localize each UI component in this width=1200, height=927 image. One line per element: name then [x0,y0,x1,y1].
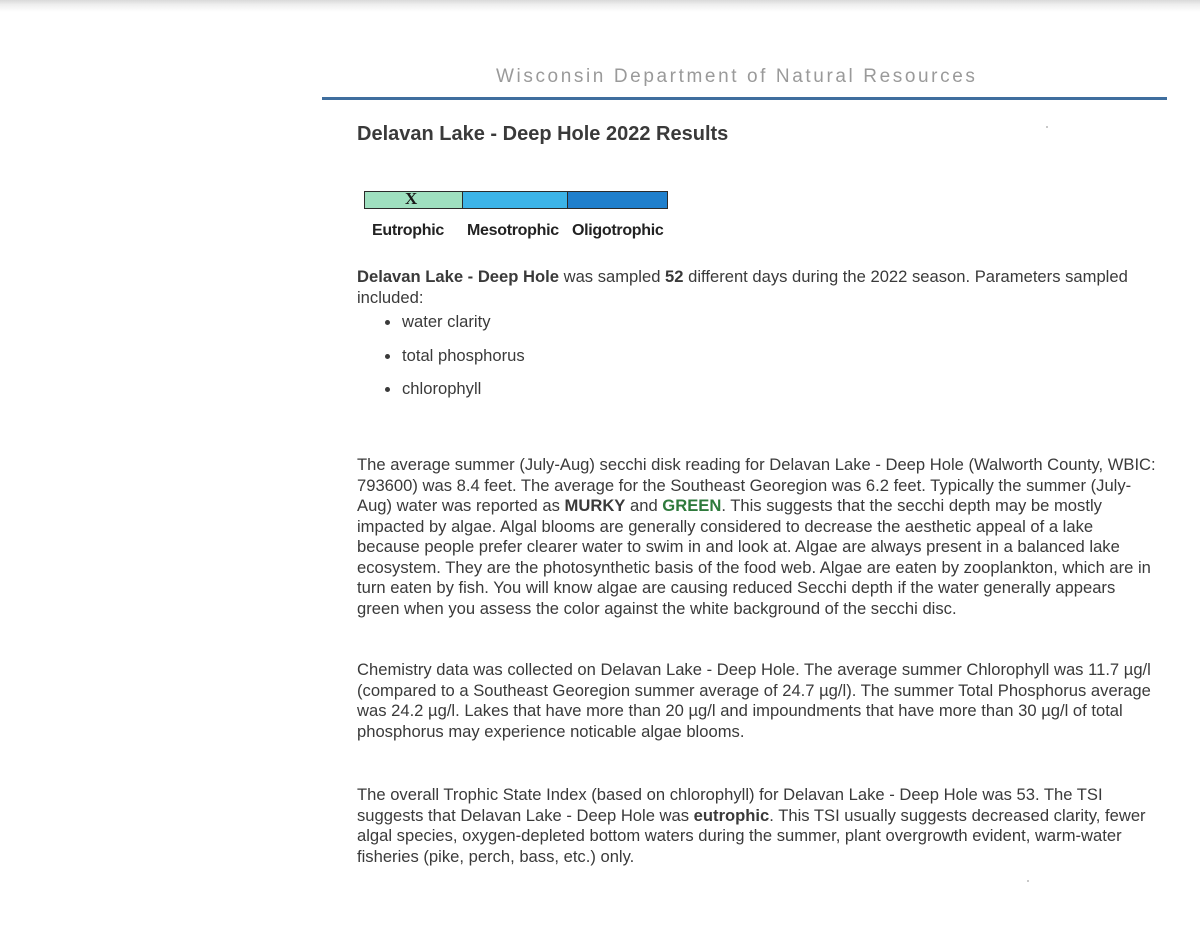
scan-speck [1027,880,1029,882]
color-value: GREEN [662,496,722,515]
sample-days: 52 [665,267,684,286]
report-title: Delavan Lake - Deep Hole 2022 Results [357,123,729,145]
chemistry-paragraph: Chemistry data was collected on Delavan Lake - Deep Hole. The average summer Chlorophyll was 11.7 µg/l (compared to a Southeast Georegion summer average of 24.7 µg/l). The summer Total Phosphorus average was 24.2 µg/l. Lakes that have more than 20 µg/l and impoundments that have more than 30 µg/l of total phosphorus may experience noticable algae blooms. [357,660,1151,741]
clarity-value: MURKY [564,496,626,515]
eutrophic-segment [365,189,463,208]
secchi-paragraph: The average summer (July-Aug) secchi disk reading for Delavan Lake - Deep Hole (Walworth County, WBIC: 793600) was 8.4 feet. The average for the Southeast Georegion was 6.2 feet. Typically the summer (July-Aug) water was reported as MURKY and GREEN. This suggests that the secchi depth may be mostly impacted by algae. Algal blooms are generally considered to decrease the aesthetic appeal of a lake because people prefer clearer water to swim in and look at. Algae are always present in a balanced lake ecosystem. They are the photosynthetic basis of the food web. Algae are eaten by zooplankton, which are in turn eaten by fish. You will know algae are causing reduced Secchi depth if the water generally appears green when you assess the color against the white background of the secchi disc. [357,455,1156,618]
list-item: total phosphorus [357,346,525,380]
list-item: chlorophyll [357,379,525,413]
trophic-scale-bar [364,191,668,209]
trophic-marker: X [405,189,418,208]
oligotrophic-segment [568,192,667,208]
tsi-paragraph: The overall Trophic State Index (based on chlorophyll) for Delavan Lake - Deep Hole was 53. The TSI suggests that Delavan Lake - Deep Hole was eutrophic. This TSI usually suggests decreased clarity, fewer algal species, oxygen-depleted bottom waters during the summer, plant overgrowth evident, warm-water fisheries (pike, perch, bass, etc.) only. [357,785,1146,866]
label-eutrophic: Eutrophic [372,222,444,239]
sampling-summary: Delavan Lake - Deep Hole was sampled 52 different days during the 2022 season. Parameters sampled included: [357,267,1128,307]
header-divider [322,97,1167,100]
list-item: water clarity [357,312,525,346]
label-mesotrophic: Mesotrophic [467,222,559,239]
scan-edge-shadow [0,0,1200,12]
lake-name: Delavan Lake - Deep Hole [357,267,559,286]
scan-speck [1046,126,1048,128]
agency-header: Wisconsin Department of Natural Resources [496,66,978,87]
label-oligotrophic: Oligotrophic [572,222,664,239]
mesotrophic-segment [463,192,568,208]
parameter-list [357,312,525,413]
tsi-state: eutrophic [693,805,770,825]
